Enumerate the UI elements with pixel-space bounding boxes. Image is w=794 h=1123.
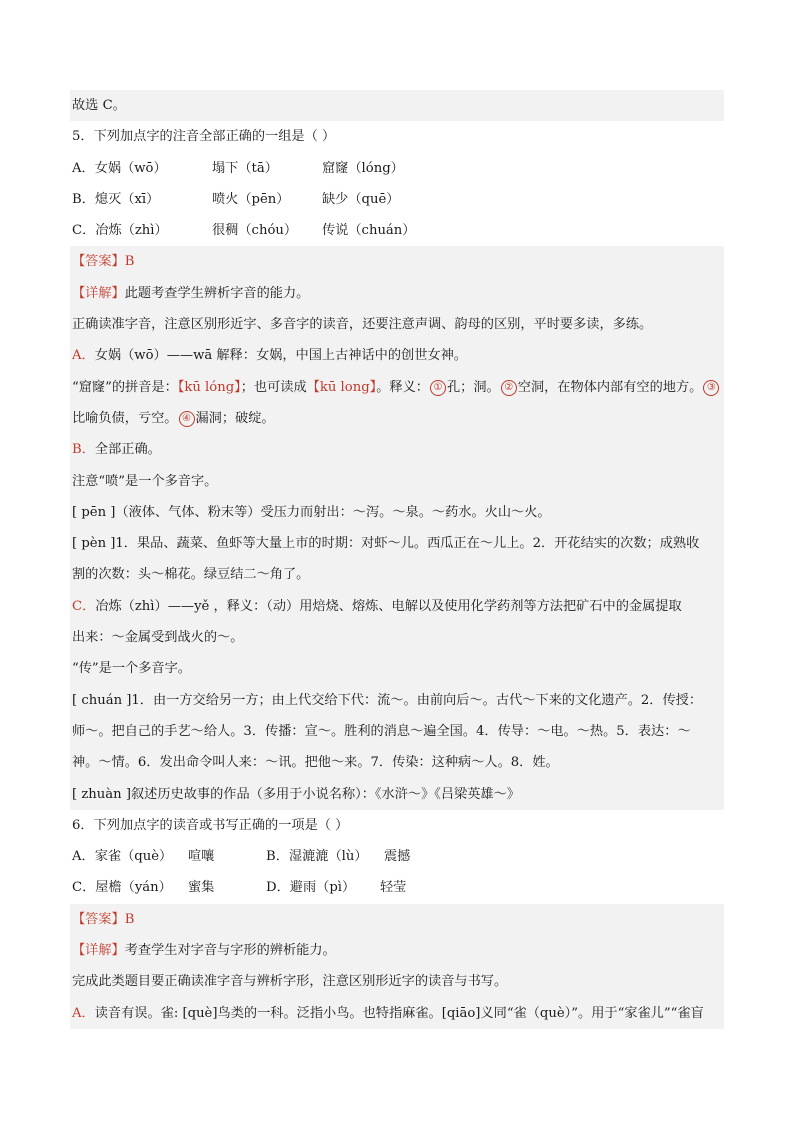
question-5-stem: 5．下列加点字的注音全部正确的一组是（ ） bbox=[72, 129, 336, 145]
text-line: A．读音有误。雀: [què]鸟类的一科。泛指小鸟。也特指麻雀。[qiāo]义同“雀（què）”。用于“家雀儿”“雀盲 bbox=[70, 998, 724, 1029]
text-line: 出来：～金属受到战火的～。 bbox=[70, 622, 724, 653]
option-c-item-1: C．冶炼（zhì） bbox=[72, 223, 168, 239]
option-c-item-3: 传说（chuán） bbox=[322, 223, 416, 239]
text-line: “窟窿”的拼音是：【kū lóng】；也可读成【kū long】。释义： ① 孔；洞。 ② 空洞，在物体内部有空的地方。 ③ bbox=[70, 372, 724, 403]
circled-number: ③ bbox=[703, 380, 719, 396]
answer-line: 【答案】B bbox=[70, 904, 724, 935]
option-c-item-1: C．屋檐（yán） bbox=[72, 880, 172, 896]
answer-line: 【答案】B bbox=[70, 246, 724, 277]
option-b-item-3: 缺少（quē） bbox=[322, 191, 400, 207]
option-a-item-3: 窟窿（lóng） bbox=[322, 160, 404, 176]
option-a-item-1: A．家雀（què） bbox=[72, 849, 173, 865]
question-6-stem: 6．下列加点字的读音或书写正确的一项是（ ） bbox=[72, 817, 349, 833]
text-line: A．女娲（wō）——wā 解释：女娲，中国上古神话中的创世女神。 bbox=[70, 340, 724, 371]
text-line: 完成此类题目要正确读准字音与辨析字形，注意区别形近字的读音与书写。 bbox=[70, 966, 724, 997]
circled-number: ② bbox=[501, 380, 517, 396]
text-line: [ pēn ]（液体、气体、粉末等）受压力而射出：～泻。～泉。～药水。火山～火。 bbox=[70, 497, 724, 528]
text-line: 正确读准字音，注意区别形近字、多音字的读音，还要注意声调、韵母的区别，平时要多读，多练。 bbox=[70, 309, 724, 340]
option-b-item-2: 喷火（pēn） bbox=[212, 191, 290, 207]
text-line: C．冶炼（zhì）——yě ，释义：（动）用焙烧、熔炼、电解以及使用化学药剂等方法把矿石中的金属提取 bbox=[70, 591, 724, 622]
detail-line: 【详解】此题考查学生辨析字音的能力。 bbox=[70, 278, 724, 309]
text-line: 师～。把自己的手艺～给人。3．传播：宣～。胜利的消息～遍全国。4．传导：～电。～热。5．表达：～ bbox=[70, 716, 724, 747]
document-page bbox=[70, 90, 724, 1029]
option-c-item-2: 很稠（chóu） bbox=[212, 223, 298, 239]
option-c-item-2: 蜜集 bbox=[188, 880, 215, 896]
option-d-item-1: D．避雨（pì） bbox=[266, 880, 356, 896]
circled-number: ① bbox=[430, 380, 446, 396]
text-line: 故选 C。 bbox=[70, 90, 724, 121]
detail-tag: 【详解】 bbox=[72, 943, 125, 959]
text-line: [ pèn ]1．果品、蔬菜、鱼虾等大量上市的时期：对虾～儿。西瓜正在～儿上。2．开花结实的次数；成熟收 bbox=[70, 528, 724, 559]
option-a-item-1: A．女娲（wō） bbox=[72, 160, 167, 176]
option-row-cd bbox=[70, 872, 724, 903]
option-row-b bbox=[70, 184, 724, 215]
option-row-c bbox=[70, 215, 724, 246]
option-b-item-1: B．湿漉漉（lù） bbox=[266, 849, 368, 865]
text-line: [ zhuàn ]叙述历史故事的作品（多用于小说名称）：《水浒～》《吕梁英雄～》 bbox=[70, 779, 724, 810]
option-b-item-2: 震撼 bbox=[384, 849, 411, 865]
option-d-item-2: 轻莹 bbox=[380, 880, 407, 896]
text-line: [ chuán ]1．由一方交给另一方；由上代交给下代：流～。由前向后～。古代～下来的文化遗产。2．传授： bbox=[70, 685, 724, 716]
option-row-ab bbox=[70, 841, 724, 872]
text-line: 神。～情。6．发出命令叫人来：～讯。把他～来。7．传染：这种病～人。8．姓。 bbox=[70, 747, 724, 778]
text-line: B．全部正确。 bbox=[70, 434, 724, 465]
circled-number: ④ bbox=[179, 411, 195, 427]
detail-tag: 【详解】 bbox=[72, 285, 125, 301]
text-line: 比喻负债，亏空。 ④ 漏洞；破绽。 bbox=[70, 403, 724, 434]
option-a-item-2: 喧嚷 bbox=[188, 849, 215, 865]
option-b-item-1: B．熄灭（xī） bbox=[72, 191, 160, 207]
text-line: “传”是一个多音字。 bbox=[70, 653, 724, 684]
detail-line: 【详解】考查学生对字音与字形的辨析能力。 bbox=[70, 935, 724, 966]
text-line: 割的次数：头～棉花。绿豆结二～角了。 bbox=[70, 559, 724, 590]
option-row-a bbox=[70, 153, 724, 184]
text-line: 注意“喷”是一个多音字。 bbox=[70, 466, 724, 497]
option-a-item-2: 塌下（tā） bbox=[212, 160, 278, 176]
